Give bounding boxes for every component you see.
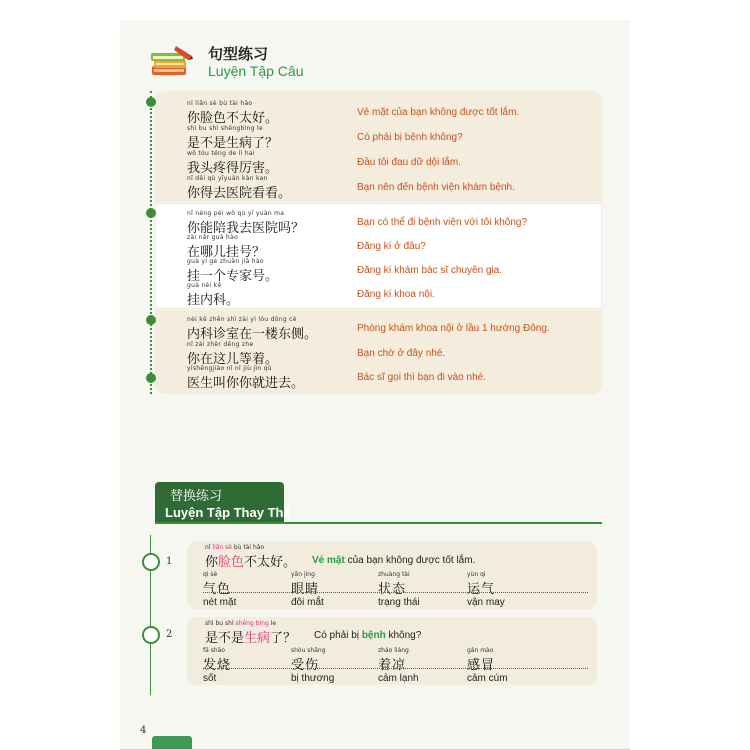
vietnamese-translation: Có phải bị bệnh không? [357,132,463,143]
chinese-sentence: 你得去医院看看。 [187,186,292,201]
pinyin: nǐ zài zhèr děng zhe [187,341,254,348]
vietnamese-translation: Đăng kí khoa nội. [357,289,435,300]
pinyin: yīshēngjiào nǐ nǐ jiù jìn qù [187,365,272,372]
vietnamese-translation: Phòng khám khoa nội ở lầu 1 hướng Đông. [357,323,550,334]
sentence-row [187,100,607,124]
timeline-dot [146,97,156,107]
substitution-word: zhuàng tài 状态 trạng thái [378,571,420,608]
substitution-word: yùn qi 运气 vận may [467,571,505,608]
exercise-translation: Có phải bị bệnh không? [314,630,422,641]
exercise-number: 1 [166,556,173,567]
vietnamese-translation: Đăng kí khám bác sĩ chuyên gia. [357,265,503,276]
exercise-marker [142,626,160,644]
exercise-translation: Vẻ mặt của bạn không được tốt lắm. [312,555,476,566]
timeline-dot [146,373,156,383]
timeline-dot [146,208,156,218]
exercise-number: 2 [166,629,173,640]
word-divider [203,592,588,593]
chinese-sentence: 医生叫你你就进去。 [187,376,305,391]
page-number: 4 [140,725,147,736]
vietnamese-translation: Bạn chờ ở đây nhé. [357,348,446,359]
chinese-sentence: 在哪儿挂号？ [187,245,266,260]
timeline-dot [146,315,156,325]
substitution-word: qì sè 气色 nét mặt [203,571,237,608]
chinese-sentence: 你在这儿等着。 [187,352,279,367]
section-divider [155,522,602,524]
sentence-row [187,341,607,365]
exercise-sentence: 你脸色不太好。 [205,555,297,570]
sentence-row [187,282,607,306]
vietnamese-translation: Bạn có thể đi bệnh viện với tôi không? [357,217,528,228]
substitution-title-vi: Luyện Tập Thay Thế [165,505,291,520]
timeline-dotted-line [150,91,152,394]
pinyin: nǐ néng péi wǒ qù yī yuàn ma [187,210,285,217]
pinyin: guà yí ge zhuān jiā hào [187,258,264,265]
vietnamese-translation: Vẻ mặt của bạn không được tốt lắm. [357,107,520,118]
substitution-word: gǎn mào 感冒 cảm cúm [467,647,508,684]
chinese-sentence: 内科诊室在一楼东侧。 [187,327,318,342]
vietnamese-translation: Đầu tôi đau dữ dội lắm. [357,157,461,168]
sentence-row [187,210,607,234]
pinyin: zài nǎr guà hào [187,234,239,241]
chinese-sentence: 你脸色不太好。 [187,111,279,126]
footer-tab [152,736,192,750]
substitution-title-zh: 替换练习 [170,489,223,504]
substitution-word: shòu shāng 受伤 bị thương [291,647,335,684]
pinyin: shì bu shì shēngbìng le [187,125,264,132]
substitution-word: fā shāo 发烧 sốt [203,647,232,684]
section-title-vi: Luyện Tập Câu [208,63,304,79]
chinese-sentence: 挂内科。 [187,293,240,308]
exercise-marker [142,553,160,571]
pinyin: nǐ liǎn sè bù tài hǎo [187,100,253,107]
pinyin: nèi kē zhěn shì zài yì lóu dōng cè [187,316,297,323]
exercise-pinyin: nǐ liǎn sè bù tài hǎo [205,544,265,551]
sentence-row [187,316,607,340]
chinese-sentence: 你能陪我去医院吗？ [187,221,305,236]
sentence-row [187,175,607,199]
vietnamese-translation: Bạn nên đến bệnh viện khám bệnh. [357,182,515,193]
pinyin: nǐ děi qù yīyuàn kàn kan [187,175,268,182]
sentence-row [187,150,607,174]
chinese-sentence: 是不是生病了？ [187,136,279,151]
sentence-row [187,365,607,389]
exercise-sentence: 是不是生病了？ [205,631,297,646]
exercise-pinyin: shì bu shì shēng bìng le [205,620,277,627]
section-title-zh: 句型练习 [208,45,269,63]
sentence-row [187,234,607,258]
word-divider [203,668,588,669]
pinyin: guà nèi kē [187,282,222,289]
books-icon [148,44,194,80]
vietnamese-translation: Bác sĩ gọi thì bạn đi vào nhé. [357,372,486,383]
substitution-word: zháo liáng 着凉 cảm lạnh [378,647,419,684]
pinyin: wǒ tóu téng de lì hai [187,150,255,157]
substitution-word: yǎn jing 眼睛 đôi mắt [291,571,324,608]
chinese-sentence: 挂一个专家号。 [187,269,279,284]
vietnamese-translation: Đăng kí ở đâu? [357,241,426,252]
sentence-row [187,258,607,282]
sentence-row [187,125,607,149]
chinese-sentence: 我头疼得厉害。 [187,161,279,176]
